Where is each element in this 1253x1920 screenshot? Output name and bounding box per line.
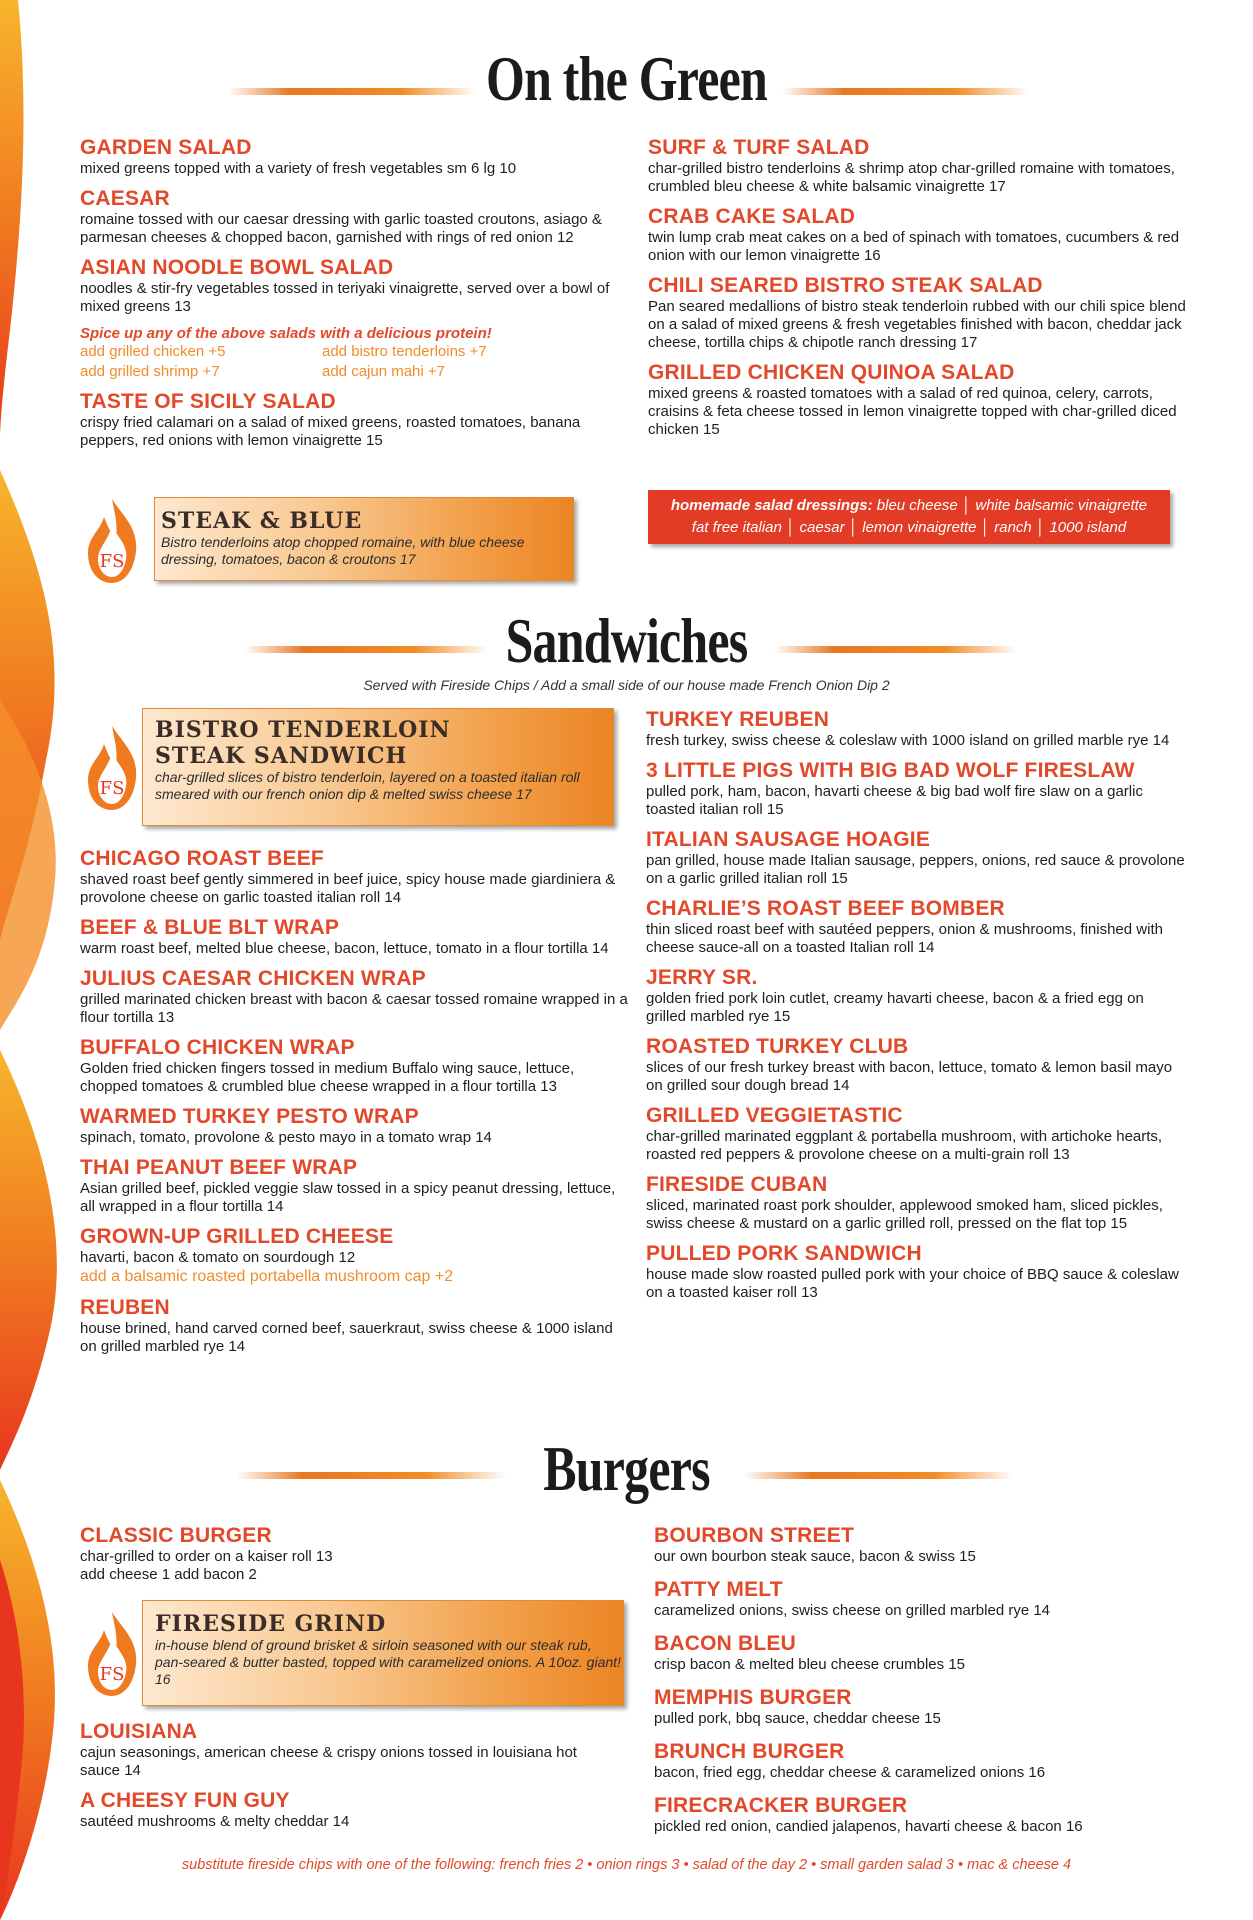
item-description: thin sliced roast beef with sautéed peppers, onion & mushrooms, finished with cheese sauce-all on a toasted Italian roll 14	[646, 921, 1163, 956]
item-description: our own bourbon steak sauce, bacon & swiss 15	[654, 1548, 976, 1565]
item-name: ROASTED TURKEY CLUB	[646, 1035, 909, 1058]
item-name: BEEF & BLUE BLT WRAP	[80, 916, 340, 939]
section-title: Burgers	[543, 1433, 710, 1504]
addon-option: add cajun mahi +7	[322, 363, 446, 380]
dressings-line1: bleu cheese │ white balsamic vinaigrette	[876, 497, 1148, 514]
menu-item	[654, 1632, 1184, 1674]
item-description: Asian grilled beef, pickled veggie slaw tossed in a spicy peanut dressing, lettuce, all wrapped in a flour tortilla 14	[80, 1180, 616, 1215]
addon-option: add grilled shrimp +7	[80, 363, 220, 380]
feature-box	[142, 708, 614, 826]
section-header-sandwiches	[0, 606, 1253, 686]
menu-item	[654, 1794, 1184, 1836]
header-stroke-right	[782, 88, 1030, 95]
section-title: Sandwiches	[505, 605, 748, 676]
menu-item	[80, 916, 628, 958]
item-description: caramelized onions, swiss cheese on grilled marbled rye 14	[654, 1602, 1051, 1619]
item-name: PATTY MELT	[654, 1578, 783, 1601]
addon-option: add bistro tenderloins +7	[322, 343, 487, 360]
protein-addon-grid	[80, 342, 628, 382]
menu-item	[648, 205, 1200, 265]
protein-promo-title: Spice up any of the above salads with a delicious protein!	[80, 325, 492, 342]
menu-item	[646, 897, 1186, 957]
green-right-column	[648, 136, 1200, 448]
item-addon: add a balsamic roasted portabella mushroom cap +2	[80, 1268, 454, 1285]
feature-description: char-grilled slices of bistro tenderloin, layered on a toasted italian roll smeared with our french onion dip & melted swiss cheese 17	[155, 769, 580, 802]
menu-item	[80, 136, 628, 178]
menu-item	[654, 1524, 1184, 1566]
item-name: ASIAN NOODLE BOWL SALAD	[80, 256, 394, 279]
item-name: TURKEY REUBEN	[646, 708, 830, 731]
item-name: WARMED TURKEY PESTO WRAP	[80, 1105, 419, 1128]
menu-item	[646, 1104, 1186, 1164]
svg-text:FS: FS	[99, 551, 125, 572]
menu-item	[646, 1035, 1186, 1095]
item-name: CLASSIC BURGER	[80, 1524, 272, 1547]
item-name: FIRECRACKER BURGER	[654, 1794, 908, 1817]
item-name: CRAB CAKE SALAD	[648, 205, 856, 228]
item-description: slices of our fresh turkey breast with bacon, lettuce, tomato & lemon basil mayo on grilled sour dough bread 14	[646, 1059, 1173, 1094]
menu-item	[648, 136, 1200, 196]
item-description: cajun seasonings, american cheese & crispy onions tossed in louisiana hot sauce 14	[80, 1744, 577, 1779]
item-description: mixed greens & roasted tomatoes with a salad of red quinoa, celery, carrots, craisins & feta cheese tossed in lemon vinaigrette topped with char-grilled diced chicken 15	[648, 385, 1177, 438]
item-description: house made slow roasted pulled pork with your choice of BBQ sauce & coleslaw on a toasted kaiser roll 13	[646, 1266, 1179, 1301]
item-name: GRILLED CHICKEN QUINOA SALAD	[648, 361, 1015, 384]
section-header-green	[0, 44, 1253, 124]
item-name: TASTE OF SICILY SALAD	[80, 390, 336, 413]
item-name: CHICAGO ROAST BEEF	[80, 847, 324, 870]
feature-steak-and-blue	[82, 497, 574, 581]
header-stroke-right	[744, 1472, 1014, 1479]
item-name: CAESAR	[80, 187, 170, 210]
fireside-flame-logo-icon	[82, 724, 142, 812]
item-name: GRILLED VEGGIETASTIC	[646, 1104, 903, 1127]
dressings-line2: fat free italian │ caesar │ lemon vinaigrette │ ranch │ 1000 island	[691, 519, 1127, 536]
item-name: REUBEN	[80, 1296, 170, 1319]
feature-bistro-tenderloin-sandwich	[82, 708, 614, 826]
menu-item	[80, 847, 628, 907]
section-title: On the Green	[486, 43, 767, 114]
svg-text:FS: FS	[99, 1664, 125, 1685]
menu-item	[80, 256, 628, 316]
header-stroke-right	[774, 646, 1018, 653]
item-name: PULLED PORK SANDWICH	[646, 1242, 922, 1265]
item-name: GROWN-UP GRILLED CHEESE	[80, 1225, 394, 1248]
item-description: char-grilled bistro tenderloins & shrimp atop char-grilled romaine with tomatoes, crumbled bleu cheese & white balsamic vinaigrette 17	[648, 160, 1175, 195]
section-header-burgers	[0, 1434, 1253, 1514]
menu-item	[80, 1036, 628, 1096]
menu-item	[646, 1173, 1186, 1233]
item-name: THAI PEANUT BEEF WRAP	[80, 1156, 358, 1179]
feature-title: STEAK & BLUE	[161, 508, 363, 534]
feature-title-line1: BISTRO TENDERLOIN	[155, 717, 451, 743]
item-name: GARDEN SALAD	[80, 136, 252, 159]
item-description: pulled pork, bbq sauce, cheddar cheese 15	[654, 1710, 941, 1727]
menu-item	[646, 1242, 1186, 1302]
item-description: fresh turkey, swiss cheese & coleslaw with 1000 island on grilled marble rye 14	[646, 732, 1170, 749]
sandwiches-subtitle: Served with Fireside Chips / Add a small side of our house made French Onion Dip 2	[363, 677, 890, 693]
sandwiches-left-column	[80, 847, 628, 1365]
item-description: shaved roast beef gently simmered in beef juice, spicy house made giardiniera & provolone cheese on garlic toasted italian roll 14	[80, 871, 616, 906]
item-name: ITALIAN SAUSAGE HOAGIE	[646, 828, 931, 851]
item-description: pulled pork, ham, bacon, havarti cheese & big bad wolf fire slaw on a garlic toasted italian roll 15	[646, 783, 1143, 818]
menu-item	[80, 187, 628, 247]
menu-item	[648, 361, 1200, 439]
menu-item	[646, 759, 1186, 819]
item-description: grilled marinated chicken breast with bacon & caesar tossed romaine wrapped in a flour tortilla 13	[80, 991, 628, 1026]
item-name: BACON BLEU	[654, 1632, 796, 1655]
item-description: char-grilled marinated eggplant & portabella mushroom, with artichoke hearts, roasted red peppers & provolone cheese on a multi-grain roll 13	[646, 1128, 1163, 1163]
menu-item	[80, 1524, 620, 1584]
item-description: house brined, hand carved corned beef, sauerkraut, swiss cheese & 1000 island on grilled marbled rye 14	[80, 1320, 613, 1355]
item-description: Pan seared medallions of bistro steak tenderloin rubbed with our chili spice blend on a salad of mixed greens & fresh vegetables finished with bacon, cheddar jack cheese, tortilla chips & chipotle ranch dressing 17	[648, 298, 1186, 351]
fireside-flame-logo-icon	[82, 497, 142, 585]
item-description: havarti, bacon & tomato on sourdough 12	[80, 1249, 356, 1266]
menu-item	[646, 966, 1186, 1026]
green-left-column	[80, 136, 628, 459]
sandwiches-right-column	[646, 708, 1186, 1311]
feature-description: in-house blend of ground brisket & sirloin seasoned with our steak rub, pan-seared & butter basted, topped with caramelized onions. A 10oz. giant! 16	[155, 1637, 621, 1687]
item-description: twin lump crab meat cakes on a bed of spinach with tomatoes, cucumbers & red onion with our lemon vinaigrette 16	[648, 229, 1180, 264]
menu-item	[80, 1296, 628, 1356]
feature-title: FIRESIDE GRIND	[155, 1611, 387, 1637]
burgers-left-column-top	[80, 1524, 620, 1593]
item-description: romaine tossed with our caesar dressing with garlic toasted croutons, asiago & parmesan cheeses & chopped bacon, garnished with rings of red onion 12	[80, 211, 602, 246]
feature-box	[142, 1600, 624, 1706]
menu-item	[80, 967, 628, 1027]
side-substitution-note: substitute fireside chips with one of the following: french fries 2 • onion rings 3 • salad of the day 2 • small garden salad 3 • mac & cheese 4	[181, 1857, 1072, 1873]
menu-item	[654, 1686, 1184, 1728]
item-name: SURF & TURF SALAD	[648, 136, 870, 159]
item-description: warm roast beef, melted blue cheese, bacon, lettuce, tomato in a flour tortilla 14	[80, 940, 609, 957]
feature-box	[154, 497, 574, 581]
menu-item	[654, 1740, 1184, 1782]
salad-dressings-box	[648, 490, 1170, 544]
item-description: pan grilled, house made Italian sausage, peppers, onions, red sauce & provolone on a garlic grilled italian roll 15	[646, 852, 1185, 887]
item-name: A CHEESY FUN GUY	[80, 1789, 290, 1812]
menu-item	[80, 1789, 620, 1831]
item-name: FIRESIDE CUBAN	[646, 1173, 828, 1196]
menu-item	[80, 1156, 628, 1216]
item-addon: add cheese 1 add bacon 2	[80, 1566, 257, 1583]
feature-title-line2: STEAK SANDWICH	[155, 743, 408, 769]
item-name: LOUISIANA	[80, 1720, 198, 1743]
item-name: CHILI SEARED BISTRO STEAK SALAD	[648, 274, 1043, 297]
item-description: Golden fried chicken fingers tossed in medium Buffalo wing sauce, lettuce, chopped tomatoes & crumbled blue cheese wrapped in a flour tortilla 13	[80, 1060, 575, 1095]
item-name: JULIUS CAESAR CHICKEN WRAP	[80, 967, 426, 990]
item-name: 3 LITTLE PIGS WITH BIG BAD WOLF FIRESLAW	[646, 759, 1135, 782]
item-description: sautéed mushrooms & melty cheddar 14	[80, 1813, 350, 1830]
item-description: noodles & stir-fry vegetables tossed in teriyaki vinaigrette, served over a bowl of mixed greens 13	[80, 280, 610, 315]
item-description: golden fried pork loin cutlet, creamy havarti cheese, bacon & a fried egg on grilled marbled rye 15	[646, 990, 1144, 1025]
svg-text:FS: FS	[99, 778, 125, 799]
burgers-right-column	[654, 1524, 1184, 1845]
feature-description: Bistro tenderloins atop chopped romaine, with blue cheese dressing, tomatoes, bacon & croutons 17	[161, 534, 525, 567]
item-description: bacon, fried egg, cheddar cheese & caramelized onions 16	[654, 1764, 1046, 1781]
item-description: mixed greens topped with a variety of fresh vegetables sm 6 lg 10	[80, 160, 517, 177]
menu-item	[80, 1225, 628, 1287]
menu-item	[80, 390, 628, 450]
menu-item	[646, 828, 1186, 888]
fireside-flame-logo-icon	[82, 1610, 142, 1698]
addon-option: add grilled chicken +5	[80, 343, 226, 360]
dressings-label: homemade salad dressings:	[670, 497, 873, 514]
burgers-left-column-bottom	[80, 1720, 620, 1840]
menu-item	[80, 1720, 620, 1780]
item-name: BOURBON STREET	[654, 1524, 854, 1547]
item-description: char-grilled to order on a kaiser roll 13	[80, 1548, 333, 1565]
item-description: sliced, marinated roast pork shoulder, applewood smoked ham, sliced pickles, swiss cheese & mustard on a garlic grilled roll, pressed on the flat top 15	[646, 1197, 1163, 1232]
menu-item	[648, 274, 1200, 352]
item-name: BRUNCH BURGER	[654, 1740, 845, 1763]
item-description: pickled red onion, candied jalapenos, havarti cheese & bacon 16	[654, 1818, 1083, 1835]
item-name: BUFFALO CHICKEN WRAP	[80, 1036, 355, 1059]
menu-item	[646, 708, 1186, 750]
item-description: spinach, tomato, provolone & pesto mayo in a tomato wrap 14	[80, 1129, 492, 1146]
item-description: crisp bacon & melted bleu cheese crumbles 15	[654, 1656, 966, 1673]
item-description: crispy fried calamari on a salad of mixed greens, roasted tomatoes, banana peppers, red onions with lemon vinaigrette 15	[80, 414, 581, 449]
item-name: MEMPHIS BURGER	[654, 1686, 852, 1709]
feature-fireside-grind	[82, 1600, 624, 1706]
menu-item	[80, 1105, 628, 1147]
item-name: CHARLIE’S ROAST BEEF BOMBER	[646, 897, 1005, 920]
menu-item	[654, 1578, 1184, 1620]
item-name: JERRY SR.	[646, 966, 758, 989]
